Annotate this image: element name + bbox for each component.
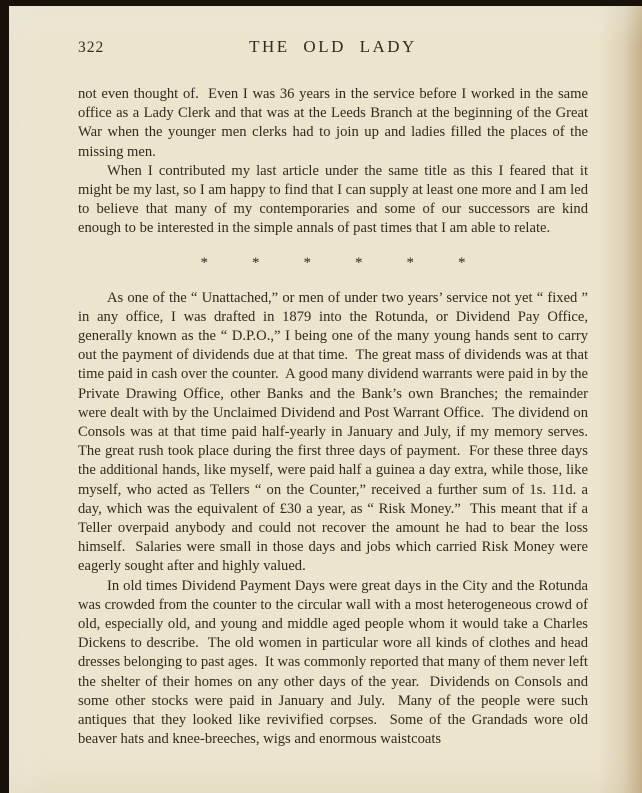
asterisk-glyph: * — [200, 254, 208, 271]
paragraph: When I contributed my last article under the same title as this I feared that it might be my last, so I am happy to find that I can supply at least one more and I am led to believe that many of my contemporaries and some of our successors are kind enough to be interested in the simple annals of past times that I am able to relate. — [78, 162, 592, 237]
asterisk-glyph: * — [458, 254, 466, 271]
paragraph-continuation: not even thought of. Even I was 36 years in the service before I worked in the same office as a Lady Clerk and that was at the Leeds Branch at the beginning of the Great War when the younger men clerks had to join up and ladies filled the places of the missing men. — [78, 86, 592, 160]
asterisk-glyph: * — [303, 254, 311, 271]
section-separator — [78, 254, 588, 273]
page-header — [9, 37, 642, 59]
page-number: 322 — [78, 39, 105, 56]
page-body — [78, 85, 596, 750]
running-title: THE OLD LADY — [249, 37, 417, 56]
asterisk-glyph: * — [252, 254, 260, 271]
paragraph: In old times Dividend Payment Days were great days in the City and the Rotunda was crowded from the counter to the circular wall with a most heterogeneous crowd of old, especially old, and young and middle aged people whom it would take a Charles Dickens to describe. The old women in particular wore all kinds of clothes and head dresses belonging to past ages. It was commonly reported that many of them never left the shelter of their homes on any other days of the year. Dividends on Consols and some other stocks were paid in January and July. Many of the people were such antiques that they looked like revivified corpses. Some of the Grandads wore old beaver hats and knee-breeches, wigs and enormous waistcoats — [78, 577, 592, 748]
book-page — [9, 6, 642, 793]
asterisk-glyph: * — [406, 254, 414, 271]
paragraph: As one of the “ Unattached,” or men of under two years’ service not yet “ fixed ” in any office, I was drafted in 1879 into the Rotunda, or Dividend Pay Office, generally known as the “ D.P.O.,” I being one of the many young hands sent to carry out the payment of dividends due at that time. The great mass of dividends was at that time paid in cash over the counter. A good many dividend warrants were paid in by the Private Drawing Office, other Banks and the Bank’s own Branches; the remainder were dealt with by the Unclaimed Dividend and Post Warrant Office. The dividend on Consols was at that time paid half-yearly in January and July, if my memory serves. The great rush took place during the first three days of payment. For these three days the additional hands, like myself, were paid half a guinea a day extra, while those, like myself, who acted as Tellers “ on the Counter,” received a further sum of 1s. 11d. a day, which was the equivalent of £30 a year, as “ Risk Money.” This meant that if a Teller overpaid anybody and could not recover the amount he had to bear the loss himself. Salaries were small in those days and jobs which carried Risk Money were eagerly sought after and highly valued. — [78, 289, 596, 575]
asterisk-glyph: * — [355, 254, 363, 271]
